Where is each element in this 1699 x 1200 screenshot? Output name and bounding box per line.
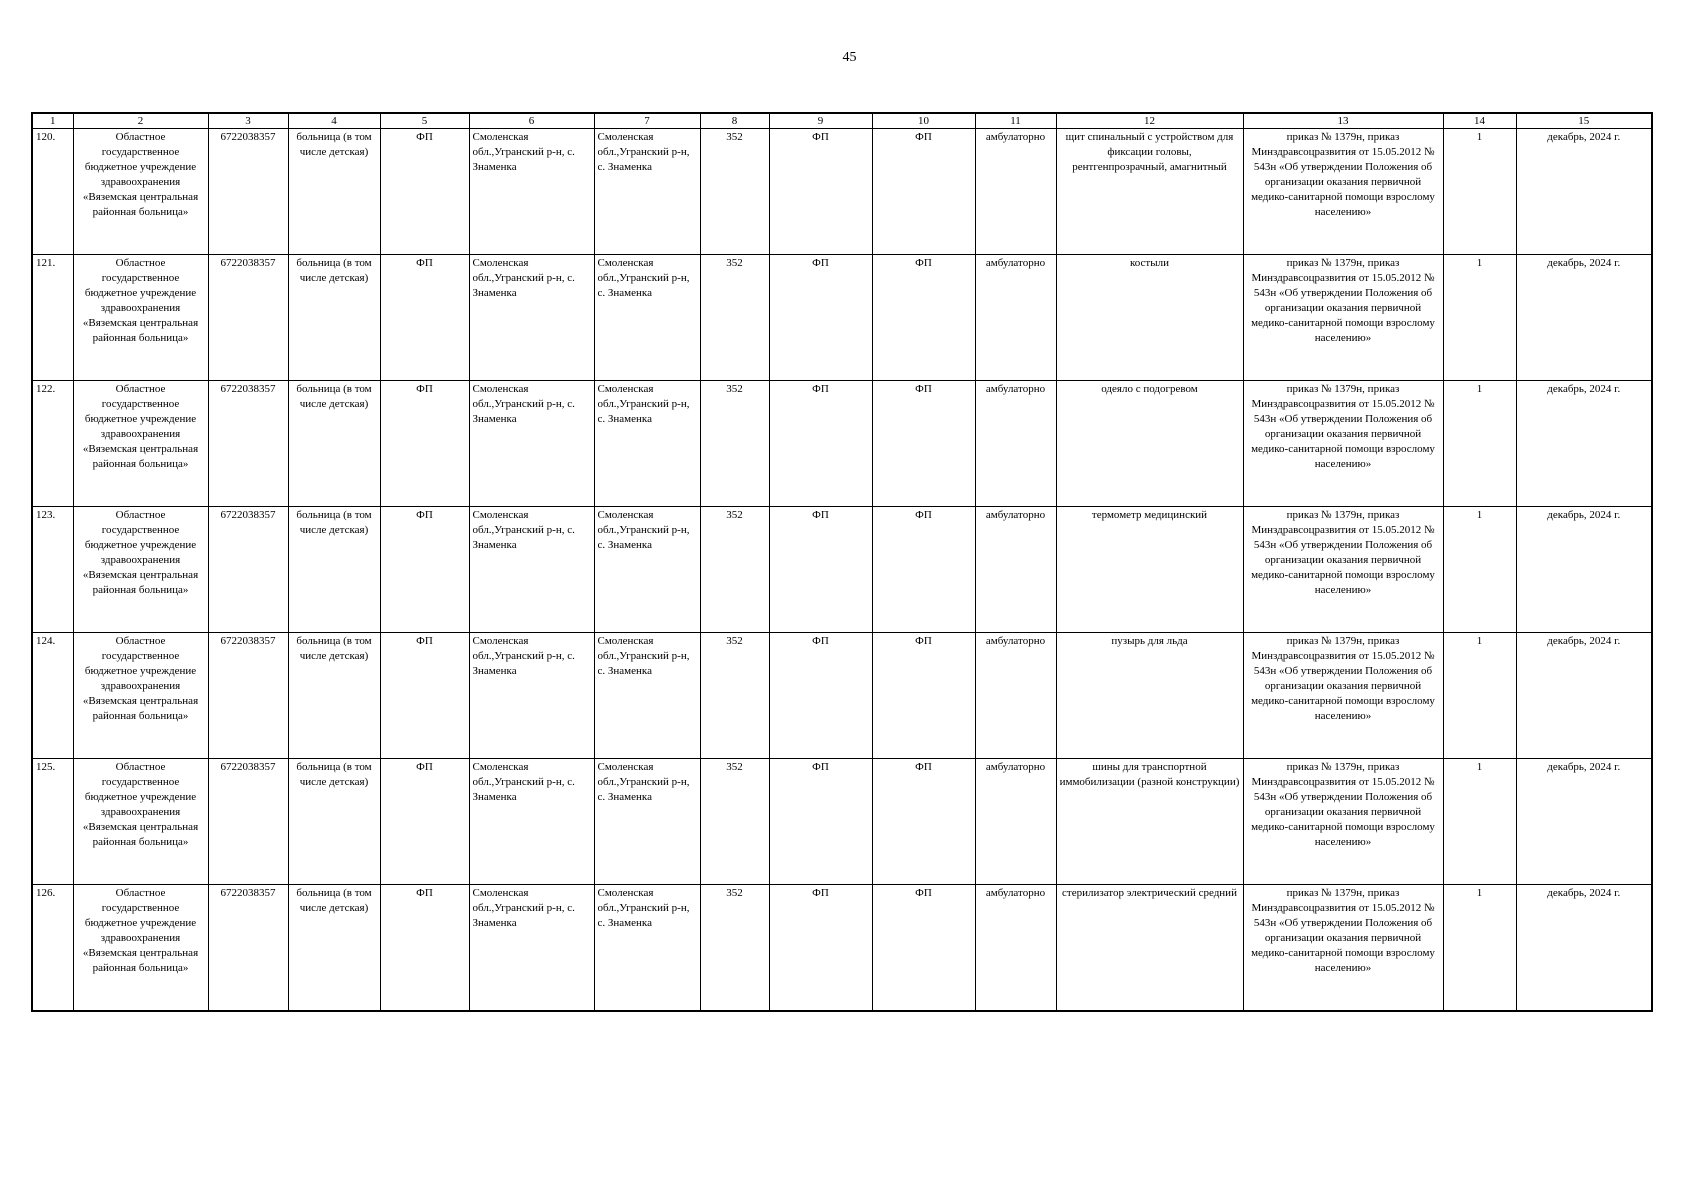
unit-type: ФП: [380, 381, 469, 507]
column-number-row: [32, 113, 1652, 129]
regulation: приказ № 1379н, приказ Минздравсоцразвития от 15.05.2012 № 543н «Об утверждении Положения об организации оказания первичной медико-санитарной помощи взрослому населению»: [1243, 381, 1443, 507]
equipment-item: щит спинальный с устройством для фиксации головы, рентгенпрозрачный, амагнитный: [1056, 129, 1243, 255]
unit-type-2: ФП: [769, 255, 872, 381]
care-mode: амбулаторно: [975, 129, 1056, 255]
address: Смоленская обл.,Угранский р-н, с. Знаменка: [469, 507, 594, 633]
column-header: 1: [32, 113, 73, 129]
column-header: 14: [1443, 113, 1516, 129]
column-header: 7: [594, 113, 700, 129]
facility-type: больница (в том числе детская): [288, 507, 380, 633]
regulation: приказ № 1379н, приказ Минздравсоцразвития от 15.05.2012 № 543н «Об утверждении Положения об организации оказания первичной медико-санитарной помощи взрослому населению»: [1243, 633, 1443, 759]
deadline: декабрь, 2024 г.: [1516, 255, 1652, 381]
equipment-item: одеяло с подогревом: [1056, 381, 1243, 507]
unit-type: ФП: [380, 885, 469, 1012]
address-alt: Смоленская обл.,Угранский р-н, с. Знаменка: [594, 885, 700, 1012]
unit-type-2: ФП: [769, 381, 872, 507]
address: Смоленская обл.,Угранский р-н, с. Знаменка: [469, 129, 594, 255]
page-number: 45: [842, 50, 857, 65]
column-header: 3: [208, 113, 288, 129]
quantity: 1: [1443, 129, 1516, 255]
column-header: 8: [700, 113, 769, 129]
unit-type-2: ФП: [769, 129, 872, 255]
regulation: приказ № 1379н, приказ Минздравсоцразвития от 15.05.2012 № 543н «Об утверждении Положения об организации оказания первичной медико-санитарной помощи взрослому населению»: [1243, 255, 1443, 381]
deadline: декабрь, 2024 г.: [1516, 129, 1652, 255]
column-header: 5: [380, 113, 469, 129]
organization-name: Областное государственное бюджетное учреждение здравоохранения «Вяземская центральная районная больница»: [73, 507, 208, 633]
inn: 6722038357: [208, 255, 288, 381]
address-alt: Смоленская обл.,Угранский р-н, с. Знаменка: [594, 759, 700, 885]
table-row: [32, 255, 1652, 381]
equipment-item: пузырь для льда: [1056, 633, 1243, 759]
address-alt: Смоленская обл.,Угранский р-н, с. Знаменка: [594, 255, 700, 381]
deadline: декабрь, 2024 г.: [1516, 885, 1652, 1012]
column-header: 10: [872, 113, 975, 129]
table-row: [32, 759, 1652, 885]
inn: 6722038357: [208, 885, 288, 1012]
code: 352: [700, 507, 769, 633]
address-alt: Смоленская обл.,Угранский р-н, с. Знаменка: [594, 633, 700, 759]
organization-name: Областное государственное бюджетное учреждение здравоохранения «Вяземская центральная районная больница»: [73, 759, 208, 885]
organization-name: Областное государственное бюджетное учреждение здравоохранения «Вяземская центральная районная больница»: [73, 885, 208, 1012]
organization-name: Областное государственное бюджетное учреждение здравоохранения «Вяземская центральная районная больница»: [73, 633, 208, 759]
unit-type-3: ФП: [872, 507, 975, 633]
address: Смоленская обл.,Угранский р-н, с. Знаменка: [469, 759, 594, 885]
unit-type-3: ФП: [872, 255, 975, 381]
care-mode: амбулаторно: [975, 759, 1056, 885]
quantity: 1: [1443, 633, 1516, 759]
unit-type-3: ФП: [872, 885, 975, 1012]
row-number: 121.: [32, 255, 73, 381]
column-header: 6: [469, 113, 594, 129]
deadline: декабрь, 2024 г.: [1516, 759, 1652, 885]
address: Смоленская обл.,Угранский р-н, с. Знаменка: [469, 885, 594, 1012]
organization-name: Областное государственное бюджетное учреждение здравоохранения «Вяземская центральная районная больница»: [73, 381, 208, 507]
code: 352: [700, 255, 769, 381]
facility-type: больница (в том числе детская): [288, 255, 380, 381]
unit-type-2: ФП: [769, 633, 872, 759]
row-number: 123.: [32, 507, 73, 633]
row-number: 120.: [32, 129, 73, 255]
unit-type-2: ФП: [769, 759, 872, 885]
table-row: [32, 381, 1652, 507]
row-number: 124.: [32, 633, 73, 759]
facility-type: больница (в том числе детская): [288, 633, 380, 759]
row-number: 126.: [32, 885, 73, 1012]
deadline: декабрь, 2024 г.: [1516, 633, 1652, 759]
row-number: 122.: [32, 381, 73, 507]
address-alt: Смоленская обл.,Угранский р-н, с. Знаменка: [594, 129, 700, 255]
unit-type: ФП: [380, 633, 469, 759]
address: Смоленская обл.,Угранский р-н, с. Знаменка: [469, 633, 594, 759]
unit-type-2: ФП: [769, 885, 872, 1012]
code: 352: [700, 129, 769, 255]
facility-type: больница (в том числе детская): [288, 129, 380, 255]
regulation: приказ № 1379н, приказ Минздравсоцразвития от 15.05.2012 № 543н «Об утверждении Положения об организации оказания первичной медико-санитарной помощи взрослому населению»: [1243, 129, 1443, 255]
care-mode: амбулаторно: [975, 885, 1056, 1012]
column-header: 13: [1243, 113, 1443, 129]
column-header: 9: [769, 113, 872, 129]
quantity: 1: [1443, 759, 1516, 885]
equipment-item: термометр медицинский: [1056, 507, 1243, 633]
address: Смоленская обл.,Угранский р-н, с. Знаменка: [469, 381, 594, 507]
organization-name: Областное государственное бюджетное учреждение здравоохранения «Вяземская центральная районная больница»: [73, 129, 208, 255]
column-header: 2: [73, 113, 208, 129]
code: 352: [700, 381, 769, 507]
row-number: 125.: [32, 759, 73, 885]
inn: 6722038357: [208, 759, 288, 885]
unit-type: ФП: [380, 129, 469, 255]
quantity: 1: [1443, 381, 1516, 507]
table-row: [32, 633, 1652, 759]
facility-type: больница (в том числе детская): [288, 381, 380, 507]
code: 352: [700, 759, 769, 885]
table-row: [32, 507, 1652, 633]
care-mode: амбулаторно: [975, 507, 1056, 633]
unit-type: ФП: [380, 255, 469, 381]
address-alt: Смоленская обл.,Угранский р-н, с. Знаменка: [594, 381, 700, 507]
inn: 6722038357: [208, 129, 288, 255]
inn: 6722038357: [208, 633, 288, 759]
unit-type: ФП: [380, 759, 469, 885]
care-mode: амбулаторно: [975, 255, 1056, 381]
equipment-item: костыли: [1056, 255, 1243, 381]
regulation: приказ № 1379н, приказ Минздравсоцразвития от 15.05.2012 № 543н «Об утверждении Положения об организации оказания первичной медико-санитарной помощи взрослому населению»: [1243, 507, 1443, 633]
care-mode: амбулаторно: [975, 381, 1056, 507]
table-row: [32, 129, 1652, 255]
column-header: 4: [288, 113, 380, 129]
equipment-table: [31, 112, 1653, 1012]
unit-type: ФП: [380, 507, 469, 633]
unit-type-3: ФП: [872, 759, 975, 885]
address-alt: Смоленская обл.,Угранский р-н, с. Знаменка: [594, 507, 700, 633]
column-header: 12: [1056, 113, 1243, 129]
care-mode: амбулаторно: [975, 633, 1056, 759]
column-header: 15: [1516, 113, 1652, 129]
deadline: декабрь, 2024 г.: [1516, 507, 1652, 633]
code: 352: [700, 633, 769, 759]
quantity: 1: [1443, 885, 1516, 1012]
equipment-item: шины для транспортной иммобилизации (разной конструкции): [1056, 759, 1243, 885]
deadline: декабрь, 2024 г.: [1516, 381, 1652, 507]
facility-type: больница (в том числе детская): [288, 759, 380, 885]
quantity: 1: [1443, 507, 1516, 633]
quantity: 1: [1443, 255, 1516, 381]
organization-name: Областное государственное бюджетное учреждение здравоохранения «Вяземская центральная районная больница»: [73, 255, 208, 381]
regulation: приказ № 1379н, приказ Минздравсоцразвития от 15.05.2012 № 543н «Об утверждении Положения об организации оказания первичной медико-санитарной помощи взрослому населению»: [1243, 759, 1443, 885]
column-header: 11: [975, 113, 1056, 129]
code: 352: [700, 885, 769, 1012]
inn: 6722038357: [208, 381, 288, 507]
inn: 6722038357: [208, 507, 288, 633]
equipment-item: стерилизатор электрический средний: [1056, 885, 1243, 1012]
address: Смоленская обл.,Угранский р-н, с. Знаменка: [469, 255, 594, 381]
unit-type-2: ФП: [769, 507, 872, 633]
facility-type: больница (в том числе детская): [288, 885, 380, 1012]
unit-type-3: ФП: [872, 633, 975, 759]
table-row: [32, 885, 1652, 1012]
regulation: приказ № 1379н, приказ Минздравсоцразвития от 15.05.2012 № 543н «Об утверждении Положения об организации оказания первичной медико-санитарной помощи взрослому населению»: [1243, 885, 1443, 1012]
unit-type-3: ФП: [872, 129, 975, 255]
unit-type-3: ФП: [872, 381, 975, 507]
